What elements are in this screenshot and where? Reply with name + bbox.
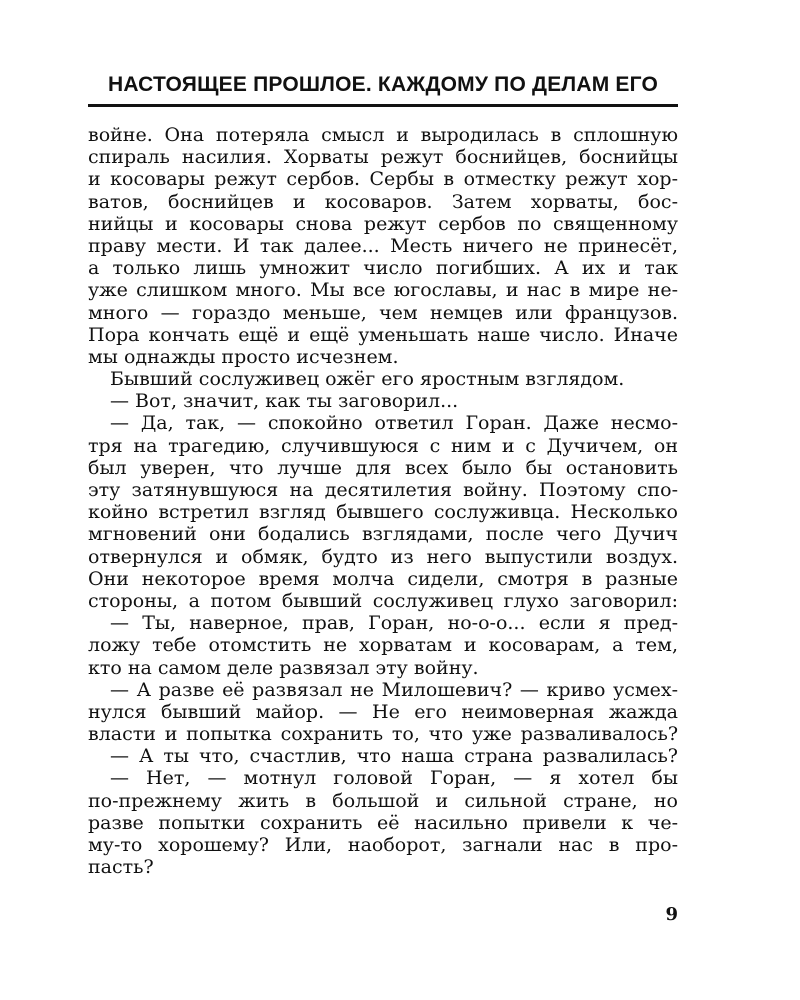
text-line: ложу тебе отомстить не хорватам и косоварам, а тем, xyxy=(88,634,678,657)
text-line: по-прежнему жить в большой и сильной стране, но xyxy=(88,789,678,812)
text-line: тря на трагедию, случившуюся с ним и с Дучичем, он xyxy=(88,434,678,457)
dialogue-line: — Да, так, — спокойно ответил Горан. Даже несмо- xyxy=(110,412,678,435)
dialogue-line: — Ты, наверное, прав, Горан, но-о-о... если я пред- xyxy=(110,612,678,635)
text-line: был уверен, что лучше для всех было бы остановить xyxy=(88,456,678,479)
text-line: му-то хорошему? Или, наоборот, загнали нас в про- xyxy=(88,834,678,856)
dialogue-line: — А разве её развязал не Милошевич? — криво усмех- xyxy=(110,678,678,701)
dialogue-line: — А ты что, счастлив, что наша страна развалилась? xyxy=(110,745,678,768)
text-line: стороны, а потом бывший сослуживец глухо заговорил: xyxy=(88,589,678,612)
text-line: а только лишь умножит число погибших. А их и так xyxy=(88,257,678,280)
header-rule xyxy=(88,104,678,107)
text-line: войне. Она потеряла смысл и выродилась в сплошную xyxy=(88,124,678,146)
text-line: много — гораздо меньше, чем немцев или французов. xyxy=(88,301,678,324)
running-title: НАСТОЯЩЕЕ ПРОШЛОЕ. КАЖДОМУ ПО ДЕЛАМ ЕГО xyxy=(107,73,659,96)
text-line: пасть? xyxy=(88,856,154,879)
text-line: нийцы и косовары снова режут сербов по священному xyxy=(88,212,678,235)
text-line: Пора кончать ещё и ещё уменьшать наше число. Иначе xyxy=(88,323,678,346)
text-line: ватов, боснийцев и косоваров. Затем хорваты, бос- xyxy=(88,190,678,213)
dialogue-line: — Нет, — мотнул головой Горан, — я хотел бы xyxy=(110,767,678,790)
text-line: отвернулся и обмяк, будто из него выпустили воздух. xyxy=(88,545,678,568)
text-line: разве попытки сохранить её насильно привели к че- xyxy=(88,811,678,834)
page-number: 9 xyxy=(665,904,678,925)
text-line: койно встретил взгляд бывшего сослуживца. Несколько xyxy=(88,501,678,524)
dialogue-line: — Вот, значит, как ты заговорил... xyxy=(110,390,459,413)
text-line: кто на самом деле развязал эту войну. xyxy=(88,656,479,679)
text-line: мгновений они бодались взглядами, после чего Дучич xyxy=(88,523,678,546)
text-line: праву мести. И так далее... Месть ничего не принесёт, xyxy=(88,234,678,257)
text-line: спираль насилия. Хорваты режут боснийцев, боснийцы xyxy=(88,146,678,169)
text-line: уже слишком много. Мы все югославы, и нас в мире не- xyxy=(88,279,678,302)
body-text xyxy=(88,124,678,878)
text-line: Они некоторое время молча сидели, смотря в разные xyxy=(88,567,678,590)
paragraph-line: Бывший сослуживец ожёг его яростным взглядом. xyxy=(110,368,625,391)
text-line: эту затянувшуюся на десятилетия войну. Поэтому спо- xyxy=(88,479,678,501)
text-line: нулся бывший майор. — Не его неимоверная жажда xyxy=(88,700,678,723)
text-line: и косовары режут сербов. Сербы в отместку режут хор- xyxy=(88,168,678,191)
text-line: власти и попытка сохранить то, что уже разваливалось? xyxy=(88,723,678,746)
text-line: мы однажды просто исчезнем. xyxy=(88,345,399,368)
